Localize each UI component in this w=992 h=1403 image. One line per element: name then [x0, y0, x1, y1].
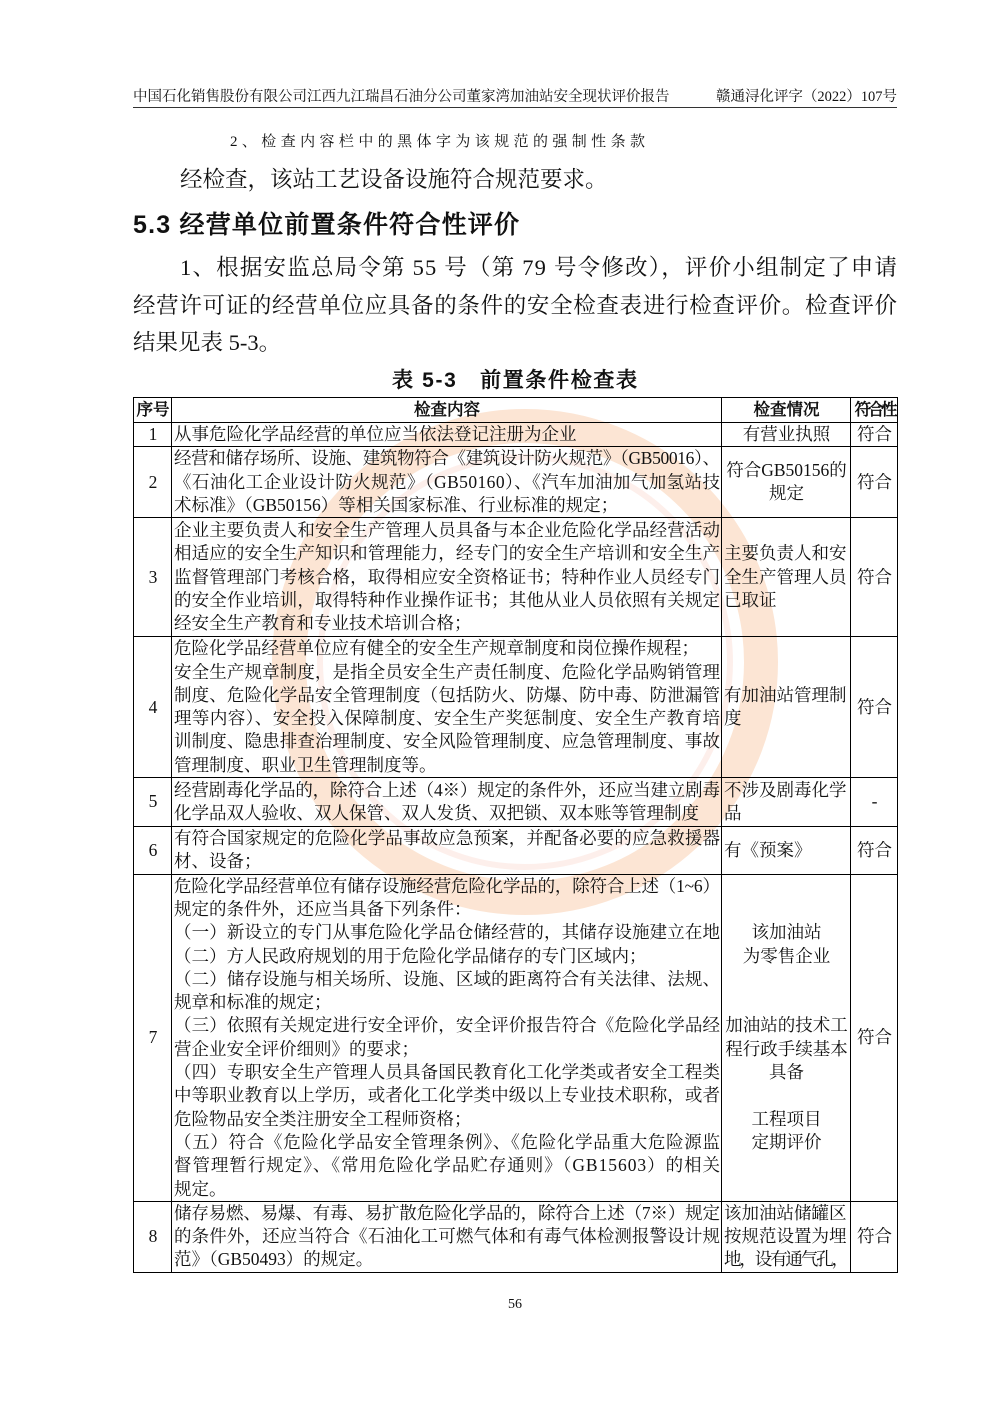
check-status-line-text: 主要负责人和安 [724, 543, 847, 564]
column-header [172, 398, 722, 423]
check-status-line [724, 779, 849, 802]
check-content-line-text: 的安全作业培训，取得特种作业操作证书；其他从业人员依照有关规定 [174, 589, 721, 610]
paragraph-line-text: 经营许可证的经营单位应具备的条件的安全检查表进行检查评价。检查评价 [133, 292, 898, 318]
check-content-line-text: 术标准》（GB50156）等相关国家标准、行业标准的规定； [174, 494, 619, 515]
check-content-line-text: 理等内容）、安全投入保障制度、安全生产奖惩制度、安全生产教育培 [174, 708, 721, 729]
paragraph-line-text: 结果见表 5-3。 [133, 330, 282, 355]
conclusion-text [180, 165, 608, 195]
check-status [722, 637, 851, 778]
check-content-line-text: 危险物品安全类注册安全工程师资格； [174, 1108, 472, 1129]
check-content-line [174, 921, 720, 944]
check-status-line-text: 规定 [769, 483, 804, 504]
check-status-line-text: 为零售企业 [742, 945, 831, 966]
table-row [134, 778, 898, 827]
table-note [230, 132, 650, 152]
check-status-line-text: 该加油站储罐区 [724, 1202, 847, 1223]
check-content-line-text: 化学品双人验收、双人保管、双人发货、双把锁、双本账等管理制度 [174, 803, 699, 824]
row-number-value [136, 423, 170, 446]
check-status [722, 423, 851, 447]
compliance-result-value [853, 1225, 896, 1248]
check-content-line-text: 企业主要负责人和安全生产管理人员具备与本企业危险化学品经营活动 [174, 520, 721, 541]
row-number [134, 637, 172, 778]
check-content-line [174, 1248, 720, 1271]
check-content-line [174, 1108, 720, 1131]
compliance-result-value-text: 符合 [857, 1027, 892, 1048]
check-status-line [724, 1225, 849, 1248]
row-number-value-text: 7 [148, 1027, 158, 1048]
check-status-line [724, 1131, 849, 1154]
table-caption-text: 表 5-3 前置条件检查表 [392, 369, 639, 392]
paragraph-line [180, 249, 897, 287]
check-content-line-text: 管理制度、职业卫生管理制度等。 [174, 754, 437, 775]
check-content-line [174, 850, 720, 873]
check-content-line-text: 《石油化工企业设计防火规范》（GB50160）、《汽车加油加气加氢站技 [174, 471, 721, 492]
row-number-value-text: 4 [148, 696, 158, 717]
check-content-line-text: 材、设备； [174, 851, 262, 872]
table-row [134, 518, 898, 637]
check-content-line-text: （二）储存设施与相关场所、设施、区域的距离符合有关法律、法规、 [174, 968, 721, 989]
check-content-line-text: 范》（GB50493）的规定。 [174, 1249, 374, 1270]
check-content-line-text: 中等职业教育以上学历，或者化工化学类中级以上专业技术职称，或者 [174, 1085, 721, 1106]
check-status-line [724, 542, 849, 565]
check-status [722, 778, 851, 827]
check-content [172, 637, 722, 778]
column-header-label-text: 检查情况 [753, 401, 820, 419]
check-content-line-text: 督管理暂行规定》、《常用危险化学品贮存通则》（GB15603）的相关 [174, 1155, 721, 1176]
paragraph-line [133, 324, 897, 362]
compliance-result-value [853, 790, 896, 813]
header-divider [133, 107, 897, 108]
compliance-result-value-text: 符合 [857, 566, 892, 587]
column-header-label-text: 检查内容 [414, 401, 480, 419]
check-content-line [174, 1178, 720, 1201]
row-number-value-text: 3 [148, 566, 158, 587]
check-status [722, 518, 851, 637]
check-status-line [724, 707, 849, 730]
check-status-line [724, 589, 849, 612]
check-status-line-text: 具备 [769, 1062, 804, 1083]
check-content [172, 778, 722, 827]
check-status-line-text: 有加油站管理制 [724, 684, 847, 705]
row-number-value-text: 1 [148, 424, 158, 444]
check-status-line-text: 有《预案》 [724, 839, 812, 860]
table-row [134, 447, 898, 518]
table-row [134, 827, 898, 875]
check-status-line-text: 全生产管理人员 [724, 566, 847, 587]
check-status-line [724, 802, 849, 825]
table-row [134, 874, 898, 1201]
compliance-result-value-text: 符合 [857, 1226, 892, 1247]
check-content-line [174, 779, 720, 802]
check-status-line-text: 程行政手续基本 [725, 1038, 848, 1059]
check-status-line-text: 加油站的技术工 [725, 1015, 848, 1036]
column-header-label [174, 399, 720, 421]
check-status-line [724, 566, 849, 589]
column-header-label [724, 399, 849, 421]
row-number-value-text: 6 [148, 839, 158, 860]
check-status-line [724, 684, 849, 707]
check-status-line [724, 1038, 849, 1061]
compliance-result-value [853, 696, 896, 719]
check-content-line [174, 1154, 720, 1177]
check-content-line-text: 规定。 [174, 1178, 227, 1199]
check-content-line [174, 566, 720, 589]
report-number [716, 87, 897, 107]
check-content-line [174, 471, 720, 494]
compliance-result [851, 423, 898, 447]
compliance-result [851, 874, 898, 1201]
check-content-line [174, 423, 720, 446]
section-heading [133, 209, 519, 241]
check-status-line [724, 1202, 849, 1225]
row-number-value [136, 566, 170, 589]
check-content-line [174, 945, 720, 968]
section-heading-text: 5.3 经营单位前置条件符合性评价 [133, 211, 521, 239]
check-content-line-text: 制度、危险化学品安全管理制度（包括防火、防爆、防中毒、防泄漏管 [174, 684, 721, 705]
check-status [722, 1201, 851, 1272]
column-header [851, 398, 898, 423]
table-note-text: 2、检查内容栏中的黑体字为该规范的强制性条款 [230, 134, 650, 150]
compliance-result-value [853, 471, 896, 494]
table-row [134, 637, 898, 778]
check-status-line [724, 839, 849, 862]
report-title [133, 87, 670, 107]
check-status-line [724, 1061, 849, 1084]
check-content-line-text: 训制度、隐患排查治理制度、安全风险管理制度、应急管理制度、事故 [174, 731, 721, 752]
check-content-line [174, 684, 720, 707]
compliance-result-value-text: 符合 [857, 839, 892, 860]
compliance-result [851, 778, 898, 827]
check-content-line-text: 储存易燃、易爆、有毒、易扩散危险化学品的，除符合上述（7※）规定 [174, 1202, 720, 1223]
check-status-line [724, 1014, 849, 1037]
check-status-line [724, 482, 849, 505]
page-number [133, 1296, 897, 1314]
paragraph-line-text: 1、根据安监总局令第 55 号（第 79 号令修改），评价小组制定了申请 [180, 255, 899, 280]
check-status [722, 827, 851, 875]
check-content-line [174, 1202, 720, 1225]
paragraph-line [133, 287, 897, 325]
compliance-result-value [853, 423, 896, 446]
check-content-line [174, 661, 720, 684]
row-number [134, 518, 172, 637]
row-number [134, 447, 172, 518]
check-content [172, 447, 722, 518]
check-content-line-text: 相适应的安全生产知识和管理能力，经专门的安全生产培训和安全生产 [174, 543, 721, 564]
check-content-line-text: 规章和标准的规定； [174, 992, 332, 1013]
precondition-check-table [133, 397, 898, 1273]
check-content-line [174, 519, 720, 542]
column-header-label-text: 符合性 [854, 401, 895, 419]
compliance-result-value-text: 符合 [857, 424, 892, 444]
table-header-row [134, 398, 898, 423]
check-status-line [724, 459, 849, 482]
check-status-line-text: 按规范设置为埋 [724, 1226, 847, 1247]
row-number [134, 423, 172, 447]
row-number [134, 874, 172, 1201]
table-caption [392, 368, 637, 394]
check-content-line-text: 有符合国家规定的危险化学品事故应急预案，并配备必要的应急救援器 [174, 828, 721, 849]
check-status-line-text: 定期评价 [751, 1131, 822, 1152]
section-paragraph [133, 249, 897, 362]
compliance-result-value [853, 566, 896, 589]
check-content-line [174, 612, 720, 635]
check-content-line-text: 经营剧毒化学品的，除符合上述（4※）规定的条件外，还应当建立剧毒 [174, 779, 720, 800]
check-content-line-text: （一）新设立的专门从事危险化学品仓储经营的，其储存设施建立在地 [174, 922, 721, 943]
check-content [172, 423, 722, 447]
row-number-value [136, 790, 170, 813]
check-status-line-text: 地，设有通气孔， [724, 1249, 847, 1270]
check-content-line-text: 安全生产规章制度，是指全员安全生产责任制度、危险化学品购销管理 [174, 661, 721, 682]
check-content-line-text: 从事危险化学品经营的单位应当依法登记注册为企业 [174, 424, 577, 444]
compliance-result [851, 827, 898, 875]
check-status-line [724, 1248, 849, 1271]
check-status-line-text: 符合GB50156的 [726, 460, 847, 480]
conclusion-text-value: 经检查，该站工艺设备设施符合规范要求。 [180, 167, 608, 192]
check-content-line [174, 1131, 720, 1154]
row-number-value [136, 1225, 170, 1248]
compliance-result-value [853, 839, 896, 862]
column-header [134, 398, 172, 423]
row-number-value-text: 2 [148, 471, 158, 492]
check-content-line [174, 494, 720, 517]
check-content-line [174, 898, 720, 921]
check-content-line-text: 的条件外，还应当符合《石油化工可燃气体和有毒气体检测报警设计规 [174, 1226, 721, 1247]
check-content [172, 874, 722, 1201]
check-content-line [174, 707, 720, 730]
check-content-line [174, 1225, 720, 1248]
row-number [134, 778, 172, 827]
column-header-label [853, 399, 896, 421]
check-status-line [724, 423, 849, 446]
compliance-result [851, 637, 898, 778]
page-number-text: 56 [508, 1297, 522, 1312]
check-content-line [174, 827, 720, 850]
check-status-line-text: 已取证 [724, 589, 777, 610]
check-content-line [174, 754, 720, 777]
column-header [722, 398, 851, 423]
check-content-line [174, 802, 720, 825]
report-title-text: 中国石化销售股份有限公司江西九江瑞昌石油分公司董家湾加油站安全现状评价报告 [133, 89, 670, 105]
check-content-line [174, 968, 720, 991]
row-number-value [136, 839, 170, 862]
check-content-line [174, 1084, 720, 1107]
check-content-line [174, 1061, 720, 1084]
compliance-result [851, 518, 898, 637]
row-number-value-text: 8 [148, 1226, 158, 1247]
row-number [134, 827, 172, 875]
check-status-line-text: 品 [724, 803, 742, 824]
check-content-line-text: 营企业安全评价细则》的要求； [174, 1038, 419, 1059]
report-number-text: 赣通浔化评字（2022）107号 [716, 89, 897, 105]
row-number-value [136, 1026, 170, 1049]
check-status [722, 874, 851, 1201]
check-content [172, 827, 722, 875]
check-content-line-text: 危险化学品经营单位应有健全的安全生产规章制度和岗位操作规程； [174, 638, 699, 659]
table-row [134, 423, 898, 447]
check-content-line [174, 637, 720, 660]
check-content-line-text: 监督管理部门考核合格，取得相应安全资格证书；特种作业人员经专门 [174, 566, 721, 587]
check-content-line [174, 589, 720, 612]
compliance-result [851, 447, 898, 518]
table-row [134, 1201, 898, 1272]
row-number-value [136, 696, 170, 719]
check-content-line-text: 危险化学品经营单位有储存设施经营危险化学品的，除符合上述（1~6） [174, 875, 720, 896]
row-number-value-text: 5 [148, 791, 158, 812]
check-status-line-text: 该加油站 [751, 922, 822, 943]
row-number [134, 1201, 172, 1272]
check-status-line-text: 有营业执照 [742, 424, 831, 444]
check-content-line [174, 730, 720, 753]
check-status [722, 447, 851, 518]
check-status-line [724, 1108, 849, 1131]
check-content-line-text: 经安全生产教育和专业技术培训合格； [174, 613, 472, 634]
check-status-line-text: 不涉及剧毒化学 [724, 779, 847, 800]
check-content-line-text: （三）依照有关规定进行安全评价，安全评价报告符合《危险化学品经 [174, 1015, 721, 1036]
check-status-line-text: 度 [724, 708, 742, 729]
row-number-value [136, 471, 170, 494]
compliance-result-value-text: 符合 [857, 696, 892, 717]
check-status-line-text: 工程项目 [751, 1108, 822, 1129]
check-content-line [174, 447, 720, 470]
column-header-label-text: 序号 [136, 401, 170, 419]
compliance-result [851, 1201, 898, 1272]
check-content-line-text: （五）符合《危险化学品安全管理条例》、《危险化学品重大危险源监 [174, 1131, 721, 1152]
compliance-result-value [853, 1026, 896, 1049]
check-content-line [174, 991, 720, 1014]
compliance-result-value-text: - [871, 791, 878, 812]
check-status-line [724, 945, 849, 968]
check-content-line [174, 1038, 720, 1061]
check-content-line [174, 542, 720, 565]
column-header-label [136, 399, 170, 421]
check-content-line [174, 875, 720, 898]
compliance-result-value-text: 符合 [857, 471, 892, 492]
check-content-line-text: （四）专职安全生产管理人员具备国民教育化工化学类或者安全工程类 [174, 1062, 721, 1083]
check-content-line-text: 经营和储存场所、设施、建筑物符合《建筑设计防火规范》（GB50016）、 [174, 448, 720, 469]
check-content-line [174, 1014, 720, 1037]
check-content [172, 518, 722, 637]
check-content-line-text: （二）方人民政府规划的用于危险化学品储存的专门区域内； [174, 945, 647, 966]
check-content-line-text: 规定的条件外，还应当具备下列条件： [174, 898, 472, 919]
check-status-line [724, 921, 849, 944]
check-content [172, 1201, 722, 1272]
